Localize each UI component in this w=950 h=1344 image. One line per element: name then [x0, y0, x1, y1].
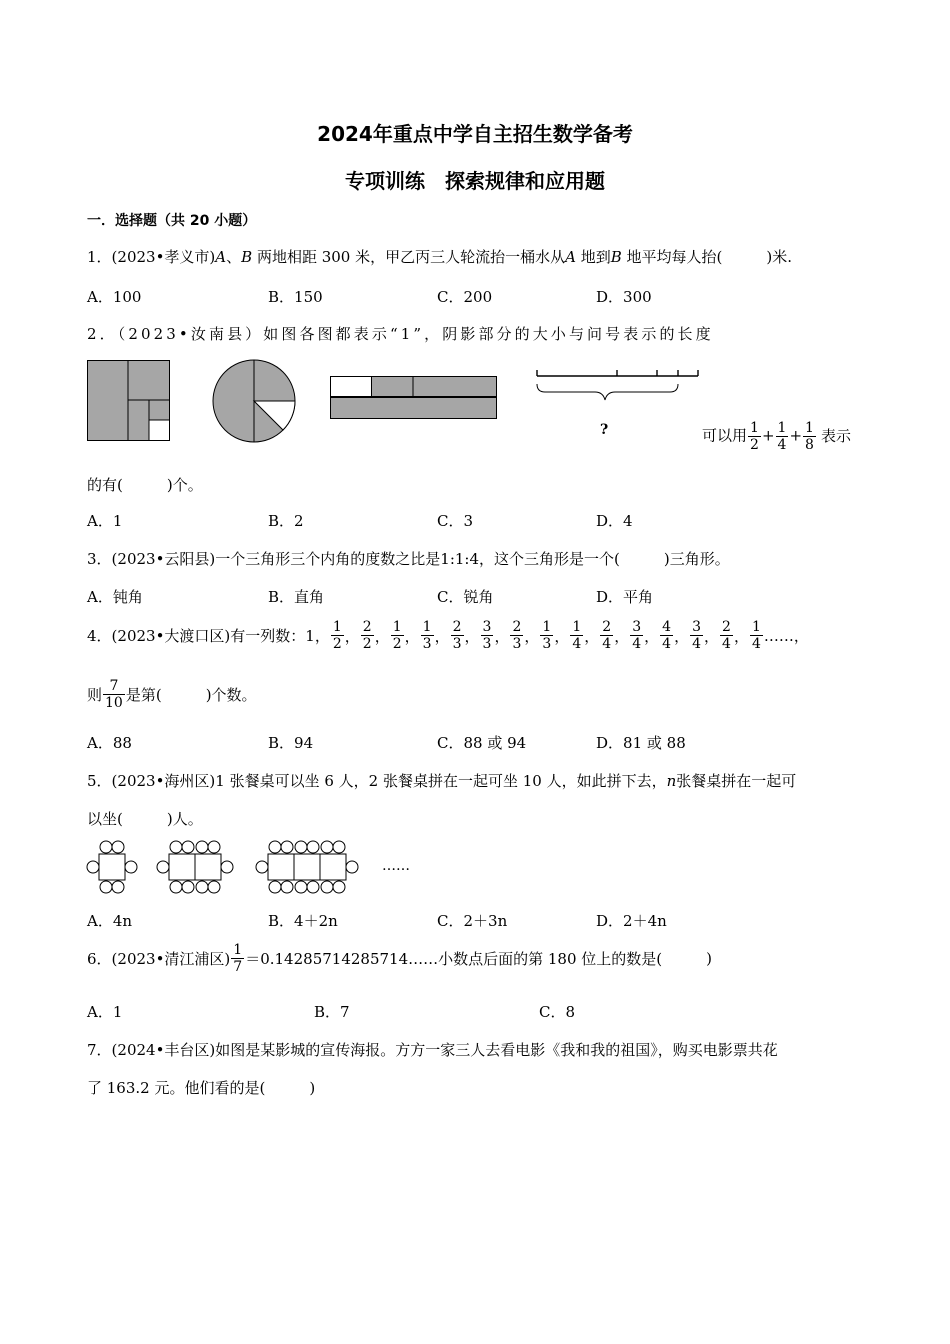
- q2-line3-pre: 的有(: [87, 476, 123, 494]
- q4-target-fraction: $\frac{7}{10}$: [105, 678, 123, 712]
- q4-pre: 4．(2023•大渡口区)有一列数：1，: [87, 627, 330, 646]
- q1-sep: 、: [226, 248, 242, 266]
- q4-fraction: $\frac{2}{4}$: [602, 619, 612, 653]
- q2-suffix-post: 表示: [820, 426, 851, 445]
- q5-line2-post: )人。: [166, 810, 203, 828]
- question-3: [87, 548, 730, 569]
- q4-comma: ，: [733, 627, 749, 646]
- q2-frac-3: $\frac{1}{8}$: [805, 420, 814, 454]
- q4-option-c[interactable]: C．88 或 94: [437, 734, 527, 752]
- q5-option-a[interactable]: A．4n: [87, 912, 133, 930]
- q4-comma: ，: [614, 627, 630, 646]
- page-title: 2024年重点中学自主招生数学备考: [317, 122, 633, 146]
- q4-comma: ，: [554, 627, 570, 646]
- q5-line1-post: 张餐桌拼在一起可: [676, 772, 797, 790]
- q4-fraction: $\frac{3}{3}$: [482, 619, 492, 653]
- q7-line2-pre: 了 163.2 元。他们看的是(: [87, 1079, 266, 1097]
- q1-end: )米.: [766, 248, 793, 266]
- question-5-line1: [87, 770, 796, 791]
- q6-fraction: $\frac{1}{7}$: [233, 942, 243, 976]
- q4-fraction: $\frac{2}{3}$: [512, 619, 522, 653]
- q4-line2-post: )个数。: [205, 686, 257, 705]
- section-heading: 一．选择题（共 20 小题）: [87, 213, 257, 229]
- q4-fraction: $\frac{4}{4}$: [662, 619, 672, 653]
- q4-fraction: $\frac{3}{4}$: [692, 619, 701, 653]
- q1-prefix: 1．(2023•孝义市): [87, 248, 216, 266]
- q5-option-b[interactable]: B．4＋2n: [268, 912, 338, 930]
- q2-question-mark: ?: [600, 422, 609, 438]
- q3-post: )三角形。: [663, 550, 730, 568]
- q4-fraction: $\frac{1}{2}$: [392, 619, 402, 653]
- q4-fraction: $\frac{3}{4}$: [632, 619, 642, 653]
- question-7-line2: [87, 1077, 315, 1098]
- q4-option-b[interactable]: B．94: [268, 734, 314, 752]
- q2-figure-circle: [212, 360, 298, 444]
- q3-option-b[interactable]: B．直角: [268, 588, 325, 606]
- question-7-line1: 7．(2024•丰台区)如图是某影城的宣传海报。方方一家三人去看电影《我和我的祖国》，购买电影票共花: [87, 1041, 778, 1059]
- q4-comma: ，: [494, 627, 510, 646]
- q1-point-a: A: [215, 248, 227, 266]
- q5-line1-pre: 5．(2023•海州区)1 张餐桌可以坐 6 人，2 张餐桌拼在一起可坐 10 人，如此拼下去，: [87, 772, 667, 790]
- question-5-line2: [87, 808, 203, 829]
- q5-dots: ……: [382, 858, 410, 874]
- q6-mid: ＝0.14285714285714……小数点后面的第 180 位上的数是(: [245, 950, 663, 969]
- q4-option-d[interactable]: D．81 或 88: [596, 734, 686, 752]
- q5-line2-pre: 以坐(: [87, 810, 123, 828]
- q1-point-a2: A: [565, 248, 576, 266]
- q4-ellipsis: ……，: [763, 627, 809, 646]
- q1-option-a[interactable]: A．100: [87, 288, 142, 306]
- q3-pre: 3．(2023•云阳县)一个三角形三个内角的度数之比是1:1:4，这个三角形是一个(: [87, 550, 620, 568]
- q4-comma: ，: [464, 627, 480, 646]
- q2-plus: +: [789, 426, 803, 445]
- q4-fraction: $\frac{2}{4}$: [722, 619, 731, 653]
- q4-fraction: $\frac{1}{3}$: [422, 619, 432, 653]
- q2-suffix: [702, 420, 851, 453]
- q4-fraction: $\frac{1}{3}$: [542, 619, 552, 653]
- q2-plus: +: [761, 426, 775, 445]
- page-subtitle: 专项训练 探索规律和应用题: [345, 169, 605, 193]
- q1-text3: 地平均每人抬(: [621, 248, 723, 266]
- q4-fraction: $\frac{2}{3}$: [452, 619, 462, 653]
- q6-option-c[interactable]: C．8: [539, 1003, 576, 1021]
- q2-option-a[interactable]: A．1: [87, 512, 123, 530]
- question-2-line3: [87, 474, 203, 495]
- q1-text2: 地到: [575, 248, 611, 266]
- q3-option-c[interactable]: C．锐角: [437, 588, 494, 606]
- q4-line2-mid: 是第(: [125, 686, 162, 705]
- q2-suffix-pre: 可以用: [702, 426, 748, 445]
- q2-frac-2: $\frac{1}{4}$: [777, 420, 787, 454]
- q1-point-b: B: [241, 248, 253, 266]
- q2-option-c[interactable]: C．3: [437, 512, 474, 530]
- q4-option-a[interactable]: A．88: [87, 734, 132, 752]
- q2-figure-line: [535, 366, 701, 418]
- q6-option-a[interactable]: A．1: [87, 1003, 123, 1021]
- question-2-line1: 2．（2023•汝南县）如图各图都表示“1”，阴影部分的大小与问号表示的长度: [87, 325, 714, 343]
- q4-comma: ，: [524, 627, 540, 646]
- question-4-line2: [87, 678, 257, 711]
- q3-option-a[interactable]: A．钝角: [87, 588, 143, 606]
- question-6: [87, 942, 712, 975]
- q1-option-b[interactable]: B．150: [268, 288, 323, 306]
- q4-fraction: $\frac{1}{4}$: [572, 619, 582, 653]
- q4-comma: ，: [404, 627, 420, 646]
- q1-option-c[interactable]: C．200: [437, 288, 493, 306]
- q4-line2-pre: 则: [87, 686, 103, 705]
- q4-comma: ，: [644, 627, 660, 646]
- q2-line3-post: )个。: [166, 476, 203, 494]
- q4-fraction: $\frac{1}{4}$: [751, 619, 761, 653]
- q4-comma: ，: [704, 627, 720, 646]
- q3-option-d[interactable]: D．平角: [596, 588, 654, 606]
- q2-option-b[interactable]: B．2: [268, 512, 304, 530]
- q4-comma: ，: [674, 627, 690, 646]
- question-1: [87, 246, 792, 267]
- q5-var-n: n: [666, 772, 677, 790]
- q4-comma: ，: [344, 627, 360, 646]
- q5-option-c[interactable]: C．2＋3n: [437, 912, 508, 930]
- q2-figure-square: [87, 360, 171, 442]
- q4-fraction: $\frac{2}{2}$: [362, 619, 372, 653]
- q2-option-d[interactable]: D．4: [596, 512, 633, 530]
- q5-option-d[interactable]: D．2＋4n: [596, 912, 667, 930]
- q7-line2-post: ): [309, 1079, 316, 1097]
- q6-post: ): [706, 949, 713, 968]
- q4-sequence: [330, 619, 764, 653]
- q1-option-d[interactable]: D．300: [596, 288, 652, 306]
- q1-text: 两地相距 300 米，甲乙丙三人轮流抬一桶水从: [252, 248, 566, 266]
- question-4-line1: [87, 619, 809, 652]
- q1-point-b2: B: [610, 248, 622, 266]
- q6-option-b[interactable]: B．7: [314, 1003, 350, 1021]
- q4-comma: ，: [584, 627, 600, 646]
- q2-figure-bar: [330, 376, 498, 420]
- q6-pre: 6．(2023•清江浦区): [87, 950, 231, 969]
- q2-frac-1: $\frac{1}{2}$: [750, 420, 759, 454]
- q4-fraction: $\frac{1}{2}$: [332, 619, 342, 653]
- q4-comma: ，: [434, 627, 450, 646]
- q4-comma: ，: [374, 627, 390, 646]
- q5-table-figure: [86, 840, 386, 898]
